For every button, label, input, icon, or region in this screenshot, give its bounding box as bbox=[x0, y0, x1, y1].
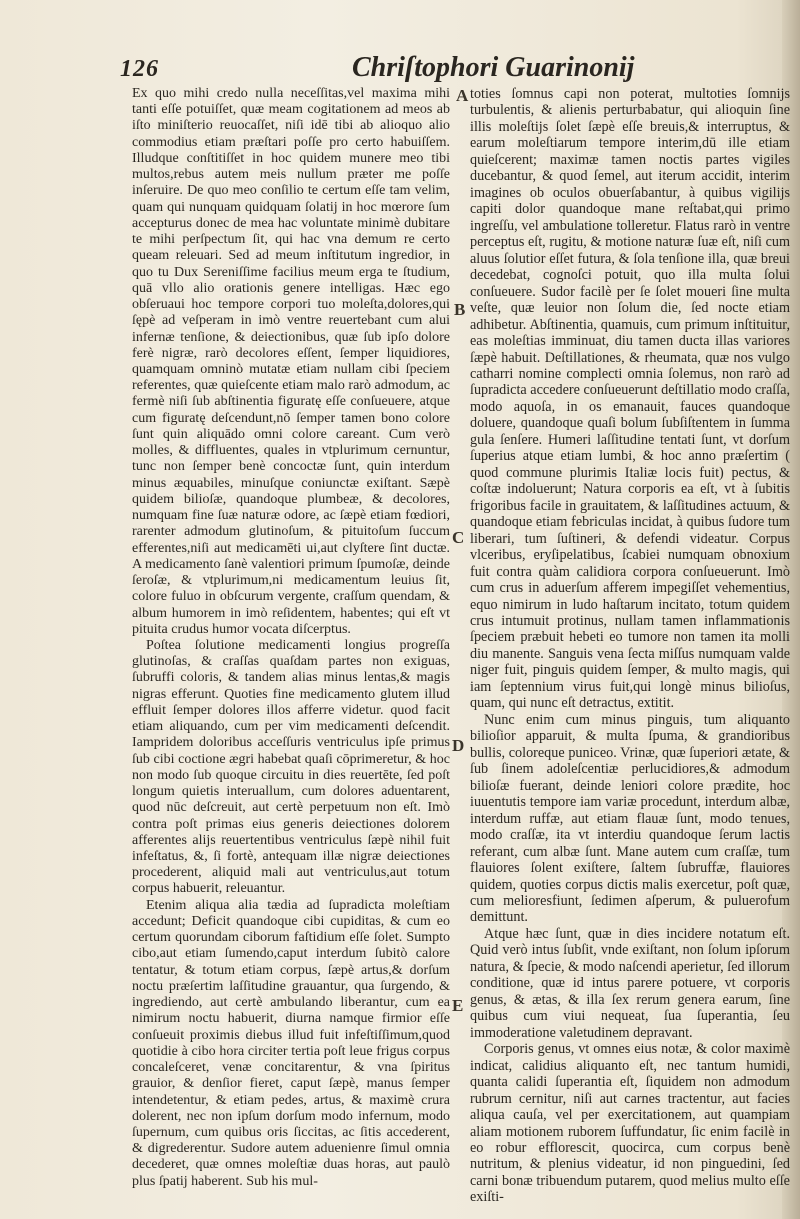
margin-letter-d: D bbox=[452, 736, 465, 755]
right-paragraph-3: Atque hæc ſunt, quæ in dies incidere notatum eſt. Quid verò intus ſubſit, vnde exiſtant, non ſolum ipſorum natura, & ſpecie, & modo naſcendi aperietur, ſed illorum conditione, quæ id intus parere potuere, vt corporis genus, & ætas, & illa ſex rerum genera earum, ſine quibus cum viui nequeat, ſua ſuperantia, ſeu immoderatione valetudinem depravant. bbox=[470, 925, 790, 1041]
left-text-column bbox=[132, 86, 450, 1190]
left-paragraph-3: Etenim aliqua alia tædia ad ſupradicta moleſtiam accedunt; Deficit quandoque cibi cupiditas, & cum eo certum quorundam ciborum faſtidium eſſe ſolet. Sumpto cibo,aut etiam ſumendo,caput interdum ſubitò calore tentatur, & totum etiam corpus, ſæpè artus,& dorſum noctu præſertim laſſitudine grauantur, qua ſurgendo, & ingrediendo, aut certè ambulando liberantur, cum ea nimirum noctu habuerit, diurna namque firmior eſſe conſueuit proximis diebus illud fuit infeſtiſſimum,quod quotidie à cibo hora circiter tertia poſt leue frigus corpus concaleſceret, venæ concitarentur, & vna ſpiritus grauior, & denſior fieret, caput ſæpè, manus ſemper intendetentur, & etiam pedes, artus, & maximè crura dolerent, nec non ipſum dorſum modo infernum, modo ſupernum, cum quibus oris ſiccitas, ac ſitis accederent, & digrederentur. Sudore autem aduenienre ſimul omnia decederet, quæ omnes moleſtiæ duas horas, aut paulò plus ſpatij haberent. Sub his mul- bbox=[132, 897, 450, 1189]
page-number: 126 bbox=[120, 56, 159, 82]
right-paragraph-2: Nunc enim cum minus pinguis, tum aliquanto bilioſior apparuit, & multa ſpuma, & grandioribus bullis, coloreque puniceo. Vrinæ, quæ ſuperiori ætate, & ſub ſinem adoleſcentiæ perlucidiores,& admodum bilioſæ fuerant, deinde leniori colore prædite, hoc iuuentutis tempore iam variæ procedunt, interdum albæ, interdum ruffæ, aut etiam flauæ ſunt, modo tenues, modo craſſæ, ita vt interdiu quandoque ſerum lactis referant, cum albæ ſunt. Mane autem cum craſſæ, tum flauiores ſolent exiſtere, ſaltem ſubruffæ, flauiores quidem, quoties corpus dictis malis exercetur, poſt quæ, cum melioresfiunt, ſedimen aſperum, & puluerofum demittunt. bbox=[470, 711, 790, 926]
margin-letter-a: A bbox=[456, 86, 469, 105]
margin-letter-e: E bbox=[452, 996, 464, 1015]
left-paragraph-1: Ex quo mihi credo nulla neceſſitas,vel maxima mihi tanti eſſe potuiſſet, quæ meam cogitationem ad meos ab iſto miniſterio reuocaſſet, niſi idē tibi ab alioquo alio commodius etiam præſtari poſſe pro certo habuiſſem. Illudque conſtitiſſet in hoc quidem munere meo tibi multos,rebus autem meis nullum præter me poſſe inſeruire. De quo meo conſilio te certum eſſe tam velim, quam qui nunquam quidquam ſolatij in hoc mœrore ſum accepturus donec de mea hac voluntate minimè dubitare te mihi perſpectum ſit, qui hac vna demum re certo queam releuari. Sed ad meum inſtitutum ingredior, in quo tu Dux Sereniſſime facilius meum erga te ſtudium, quā vllo alio orationis genere intelligas. Hæc ego obſeruaui hoc tempore corpori tuo moleſta,dolores,qui ſępè ad veſperam in imò ventre reuertebant cum alui infernæ tenſione, & deiectionibus, quæ ſub ipſo dolore ferè nigræ, rarò decolores eſſent, ſemper liquidiores, quamquam omninò mutatæ etiam nullam cibi ſpeciem referentes, quæ quieſcente etiam malo rarò admodum, ac fermè niſi ſub abſtinentia figuratę eſſe conſueuere, atque cum figuratę deſcendunt,nō ſemper tamen bono colore ſunt quin aliquādo omni colore careant. Cum verò molles, & diffluentes, quales in vtplurimum cernuntur, tunc non ſemper benè concoctæ ſunt, quin interdum minus æquabiles, minuſque coniunctæ exiſtant. Sæpè quidem bilioſæ, quandoque plumbeæ, & decolores, numquam fine ſuæ naturæ odore, ac ſæpè etiam fœdiori, rarenter admodum glutinoſum, & pituitoſum ſuccum efferentes,niſi aut medicamēti ui,aut clyſtere ſint ductæ. A medicamento ſanè valentiori primum ſpumoſæ, deinde ſeroſæ, & vtplurimum,ni medicamentum leuius ſit, colore fuluo in obſcurum vergente, craſſum quendam, & album humorem in imò reſidentem, habentes; qui eſt vt pituita crudus humor vocata diſcerptus. bbox=[132, 86, 450, 637]
right-paragraph-1: toties ſomnus capi non poterat, multoties ſomnijs turbulentis, & alienis perturbabatur, qui alioquin ſine illis moleſtijs ſolet ſæpè eſſe breuis,& interruptus, & earum moleſtiarum tempore interim,dū ille etiam quieſcerent; maximæ tamen noctis partes vigiles ducebantur, & quod ſemel, aut iterum accidit, interim imagines ob oculos obuerſabantur, à quibus vigilijs capiti dolor quandoque mane reſtabat,qui primo ingreſſu, vel ambulatione tolleretur. Flatus rarò in ventre perceptus eſt, rugitu, & motione naturæ ſuæ eſt, niſi cum aluus ſolutior eſſet futura, & ſola tenſione illa, quæ breui decedebat, cognoſci potuit, quo illa multa ſolui conſueuere. Sudor facilè per ſe ſolet moueri ſine multa veſte, quæ leuior non ſolum die, ſed nocte etiam adhibetur. Abſtinentia, quamuis, cum primum inſtituitur, eas moleſtias imminuat, diu tamen ducta illas variores ſæpè habuit. Deſtillationes, & rheumata, quæ nos vulgo catharri nomine complecti omnia ſolemus, non rarò ad ſupradicta accedere conſueuerunt deſtillatio modo craſſa, modo aquoſa, in os emanauit, fauces quandoque doluere, quandoque quaſi bolum ſubſiſtentem in ſumma gula ſenſere. Humeri laſſitudine tentati ſunt, vt dorſum ſuperius atque etiam lumbi, & hoc anno præſertim ( quod commune plurimis Italiæ locis fuit) pectus, & coſtæ indoluerunt; Natura corporis ea eſt, vt à ſubitis frigoribus facile in grauitatem, & laſſitudines actuum, & quandoque etiam febriculas incidat, à quibus ſudore tum liberari, tum ſuſtineri, & defendi videatur. Corpus vlceribus, eryſipelatibus, ſcabiei numquam obnoxium fuit contra quàm calidiora corpora conſueuerunt. Imò cum crus in aduerſum afferem impegiſſet vehementius, equo nimirum in ludo haſtarum incitato, totum quidem crus intumuit protinus, nullam tamen inflammationis ſpeciem præbuit hebeti eo tumore non tamen ita molli diu manente. Sanguis vena ſecta miſſus numquam valde niger fuit, pinguis quidem ſemper, & multo magis, qui iam ſeptennium virus fuit,qui longè minus bilioſus, quam, qui nunc eſt detractus, extitit. bbox=[470, 86, 790, 712]
margin-letter-c: C bbox=[452, 528, 465, 547]
margin-letter-b: B bbox=[454, 300, 466, 319]
running-title: Chriſtophori Guarinonij bbox=[352, 52, 635, 83]
right-paragraph-4: Corporis genus, vt omnes eius notæ, & color maximè indicat, calidius aliquanto eſt, nec tantum humidi, quanta calidi ſuperantia eſt, ſiquidem non admodum rubrum cernitur, niſi aut carnes tractentur, aut facies aliqua cauſa, vel per exercitationem, aut quampiam aliam motionem ruborem ſuffundatur, ſic enim facilè in eo robur efflorescit, quocirca, cum corpus benè nutritum, & plenius videatur, id non pinguedini, ſed carni bonæ tribuendum putarem, quod melius multo eſſe exiſti- bbox=[470, 1041, 790, 1206]
right-text-column bbox=[470, 86, 790, 1206]
left-paragraph-2: Poſtea ſolutione medicamenti longius progreſſa glutinoſas, & craſſas quaſdam partes non exiguas, ſubruffi coloris, & tandem alias minus lentas,& magis nigras efferunt. Quoties fine medicamento glutem illud effluit ſemper dolores illos afferre videtur. quod facit etiam aliquando, cum per vim medicamenti deſcendit. Iampridem doloribus acceſſuris ventriculus ipſe primus ſub cibi coctione ægri habebat quaſi cōprimeretur, & hoc non modo ſub quoque circuitu in dies reuertēte, ſed poſt longum quietis interuallum, cum dolores aduentarent, quod nūc deſcreuit, aut certè perpetuum non eſt. Imò contra poſt primas eius generis deiectiones dolorem afferentes alijs reuertentibus ventriculus ſæpè nihil fuit infeſtatus, &, ſi fortè, antequam illæ nigræ deiectiones procederent, aliquid mali aut ventriculus,aut totum corpus habuerit, releuantur. bbox=[132, 637, 450, 897]
